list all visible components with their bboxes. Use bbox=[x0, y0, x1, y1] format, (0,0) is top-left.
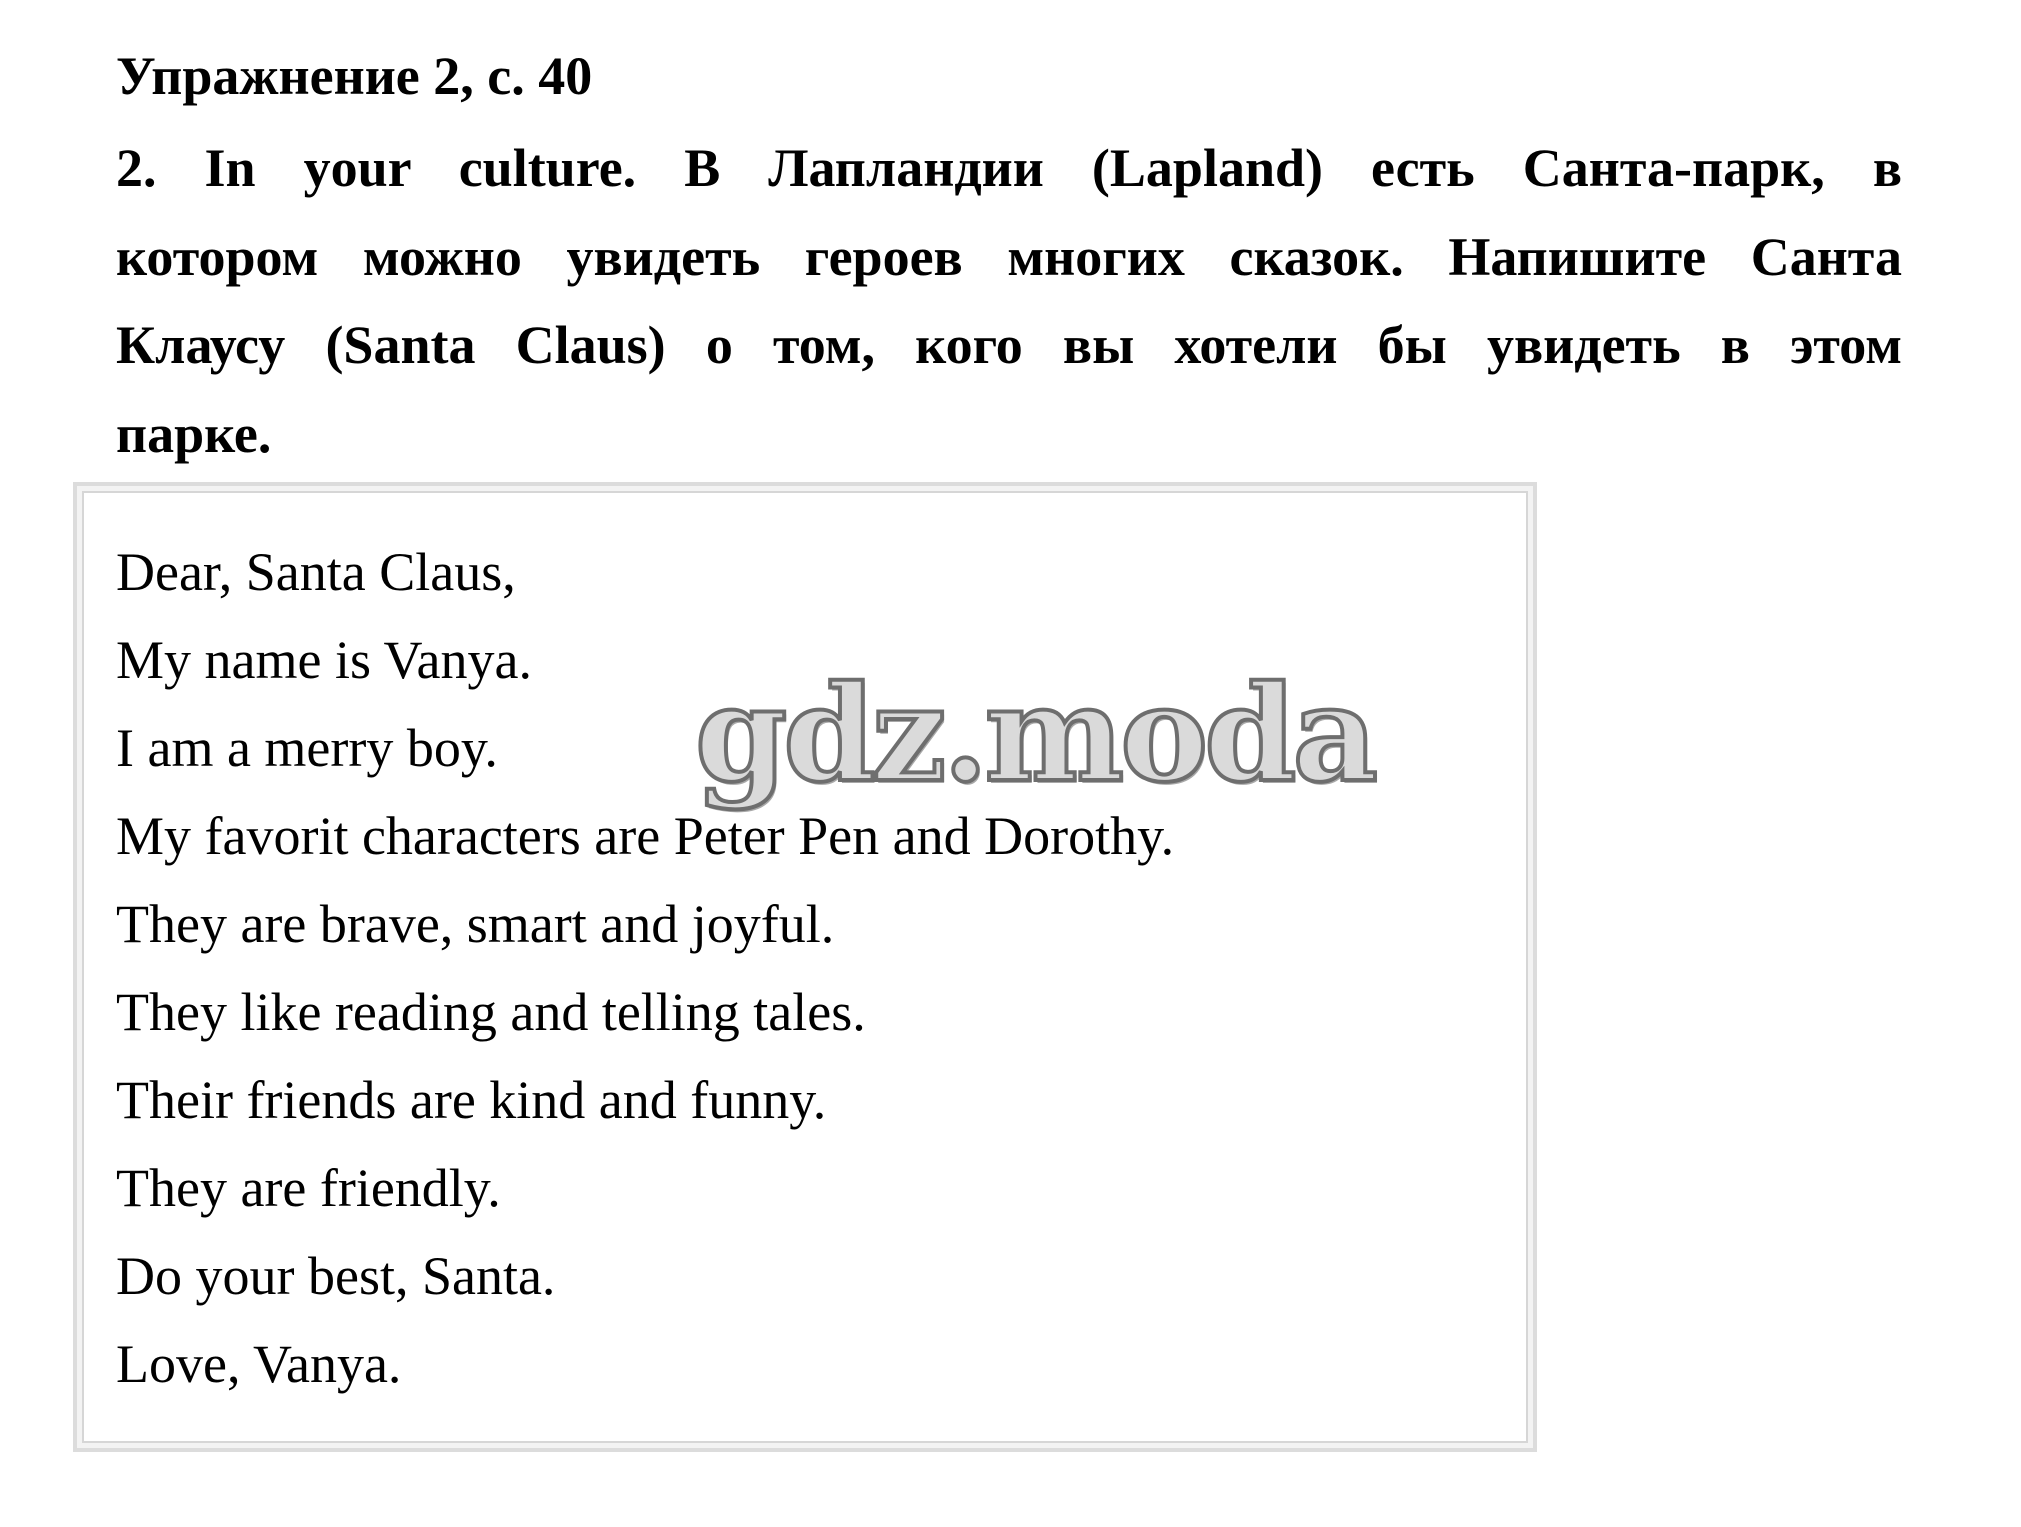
letter-line: They are brave, smart and joyful. bbox=[116, 894, 835, 954]
letter-line: Dear, Santa Claus, bbox=[116, 542, 516, 602]
letter-line: My favorit characters are Peter Pen and Dorothy. bbox=[116, 806, 1175, 866]
letter-line: Do your best, Santa. bbox=[116, 1246, 556, 1306]
task-line: 2. In your culture. В Лапландии (Lapland) есть Санта-парк, в bbox=[116, 138, 1902, 198]
watermark-logo: gdz.moda bbox=[695, 657, 1375, 812]
letter-line: They like reading and telling tales. bbox=[116, 982, 866, 1042]
task-description bbox=[116, 124, 1902, 478]
letter-line: Love, Vanya. bbox=[116, 1334, 402, 1394]
task-line: Клаусу (Santa Claus) о том, кого вы хотели бы увидеть в этом bbox=[116, 315, 1902, 375]
exercise-heading: Упражнение 2, с. 40 bbox=[116, 46, 593, 106]
task-line: парке. bbox=[116, 403, 272, 464]
letter-line: They are friendly. bbox=[116, 1158, 501, 1218]
task-line: котором можно увидеть героев многих сказок. Напишите Санта bbox=[116, 226, 1902, 287]
letter-line: I am a merry boy. bbox=[116, 718, 498, 778]
letter-line: Their friends are kind and funny. bbox=[116, 1070, 827, 1130]
letter-line: My name is Vanya. bbox=[116, 630, 532, 690]
